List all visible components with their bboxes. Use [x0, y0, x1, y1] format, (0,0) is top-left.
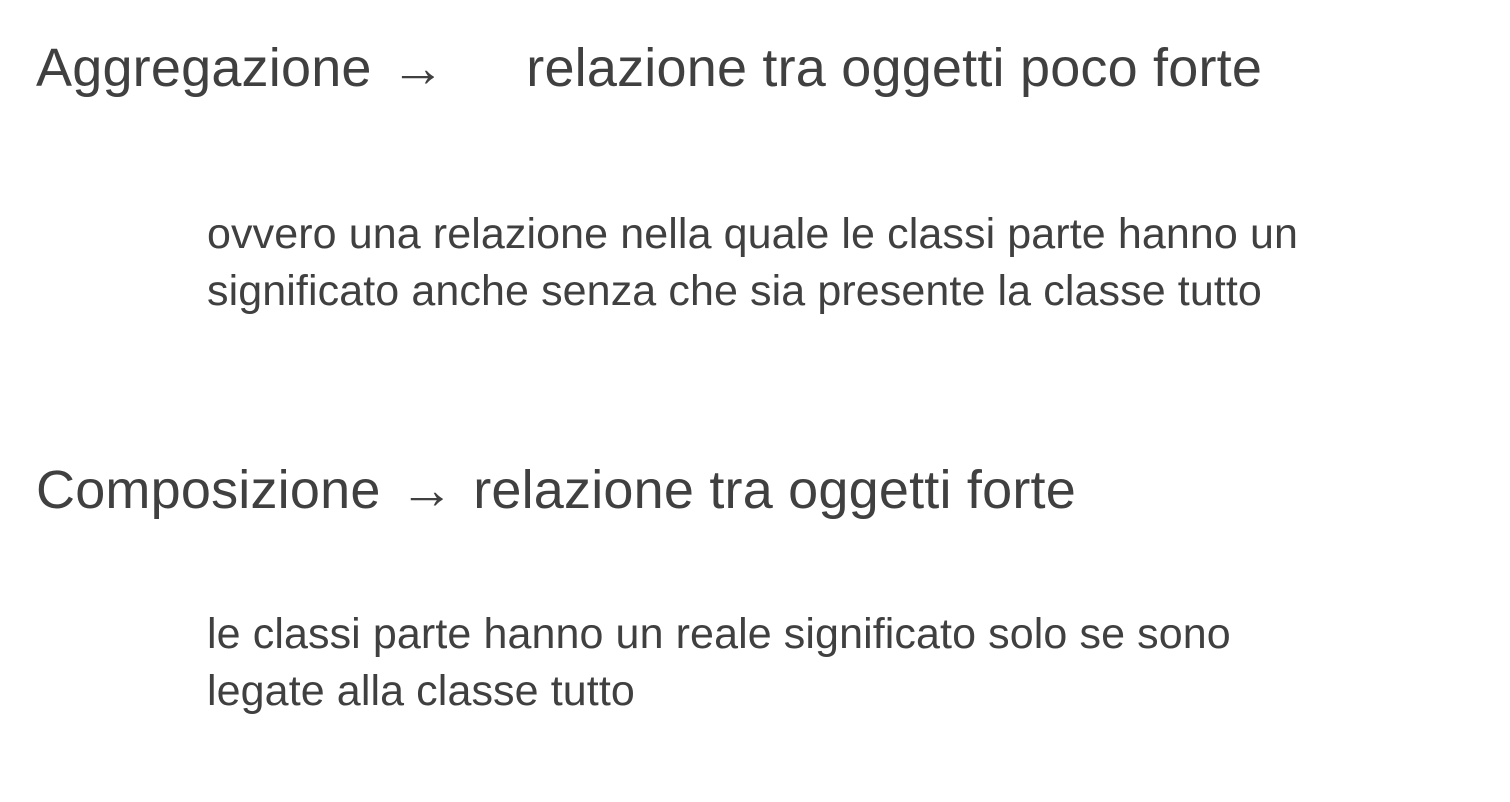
explanation-line: significato anche senza che sia presente la classe tutto	[207, 267, 1262, 315]
right-arrow-icon: →	[399, 460, 454, 520]
explanation-line: legate alla classe tutto	[207, 667, 635, 715]
aggregazione-term: Aggregazione	[36, 38, 372, 98]
composizione-term: Composizione	[36, 460, 381, 520]
aggregazione-heading	[36, 36, 1262, 100]
composizione-definition: relazione tra oggetti forte	[473, 460, 1076, 520]
aggregazione-explanation	[207, 206, 1477, 320]
right-arrow-icon: →	[390, 38, 446, 98]
explanation-line: ovvero una relazione nella quale le classi parte hanno un	[207, 210, 1298, 258]
explanation-line: le classi parte hanno un reale significato solo se sono	[207, 610, 1231, 658]
aggregazione-definition: relazione tra oggetti poco forte	[526, 38, 1263, 98]
composizione-explanation	[207, 606, 1477, 720]
composizione-heading	[36, 458, 1076, 522]
